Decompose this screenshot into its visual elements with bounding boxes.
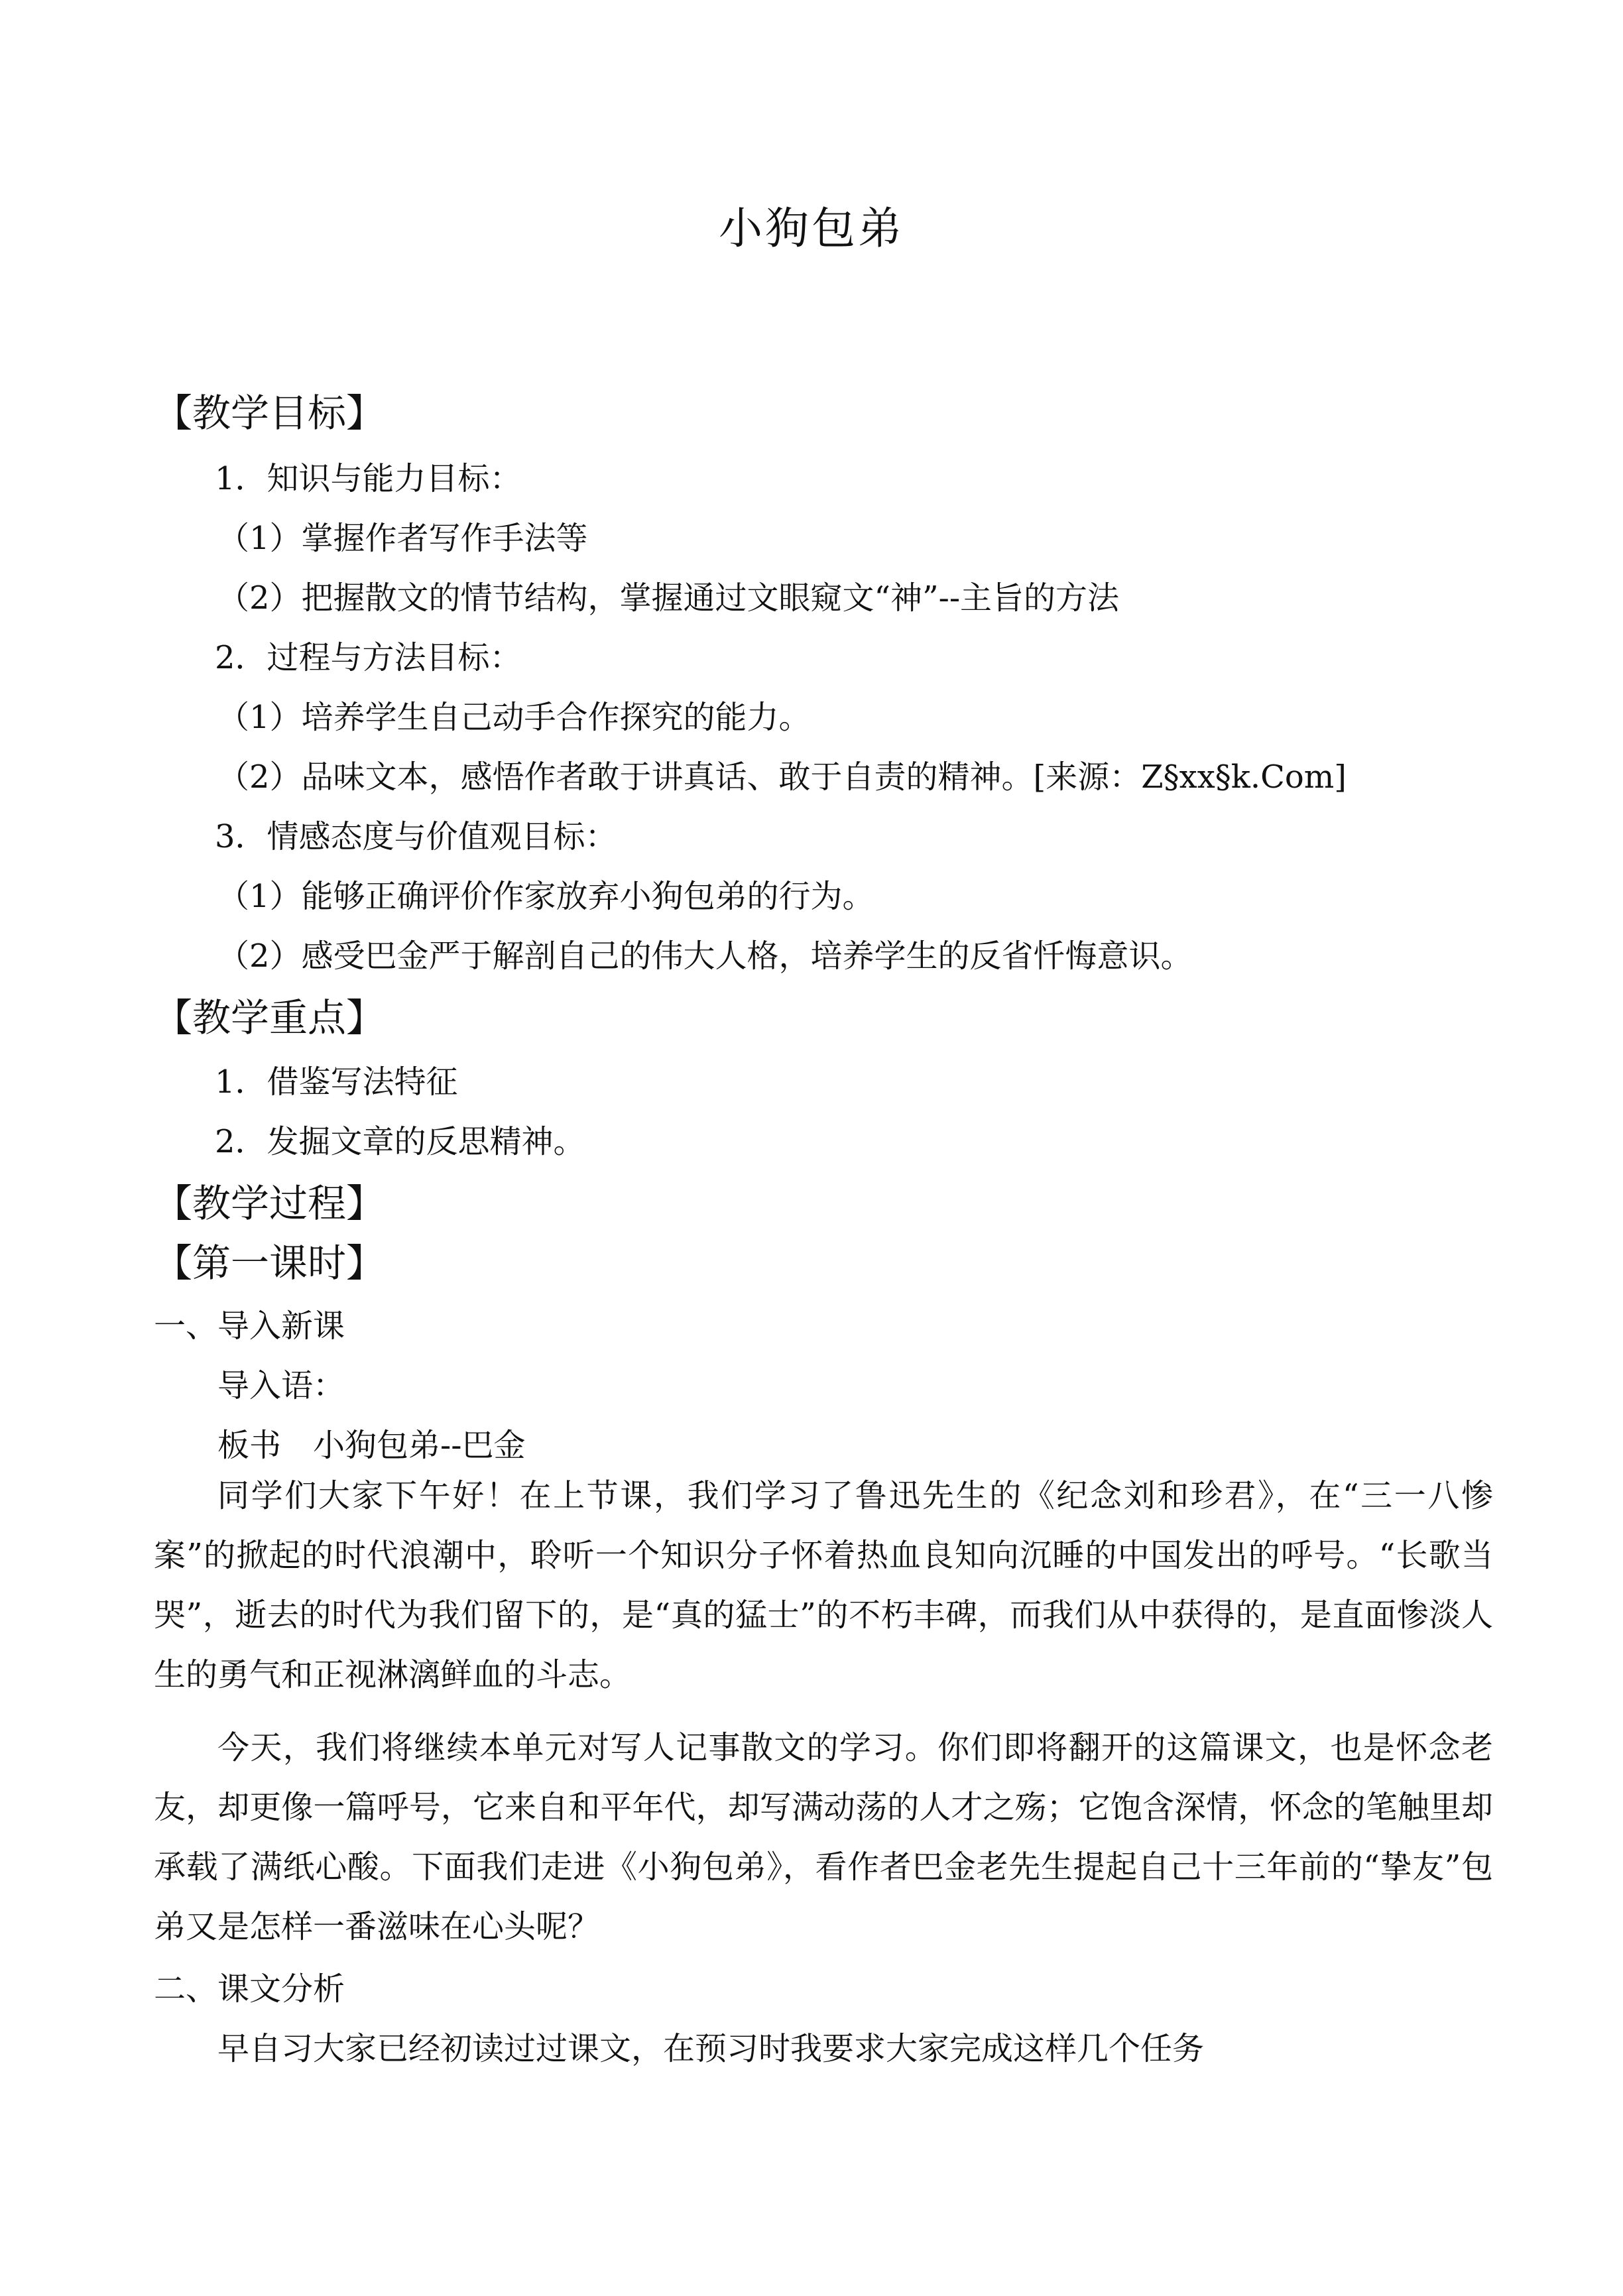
goal-item-2a: （1）培养学生自己动手合作探究的能力。: [217, 699, 811, 736]
section-intro-new-lesson: 一、导入新课: [154, 1307, 345, 1345]
document-title: 小狗包弟: [719, 203, 904, 254]
goal-item-2b: （2）品味文本，感悟作者敢于讲真话、敢于自责的精神。[来源：Z§xx§k.Com]: [217, 758, 1347, 796]
blackboard-note: 板书 小狗包弟--巴金: [217, 1427, 526, 1464]
goal-item-1a: （1）掌握作者写作手法等: [217, 520, 588, 557]
key-point-1: 1．借鉴写法特征: [215, 1063, 458, 1101]
section-text-analysis: 二、课文分析: [154, 1970, 345, 2008]
heading-first-lesson: 【第一课时】: [154, 1240, 385, 1286]
goal-item-3a: （1）能够正确评价作家放弃小狗包弟的行为。: [217, 878, 874, 915]
intro-label: 导入语：: [217, 1367, 345, 1404]
paragraph-analysis-1: 早自习大家已经初读过过课文，在预习时我要求大家完成这样几个任务: [217, 2030, 1205, 2067]
goal-item-3b: （2）感受巴金严于解剖自己的伟大人格，培养学生的反省忏悔意识。: [217, 937, 1193, 975]
heading-teaching-key-points: 【教学重点】: [154, 995, 385, 1040]
heading-teaching-goals: 【教学目标】: [154, 391, 385, 436]
goal-item-3: 3．情感态度与价值观目标：: [215, 818, 617, 855]
heading-teaching-process: 【教学过程】: [154, 1181, 385, 1226]
goal-item-1: 1．知识与能力目标：: [215, 460, 522, 497]
goal-item-1b: （2）把握散文的情节结构，掌握通过文眼窥文“神”--主旨的方法: [217, 579, 1120, 617]
key-point-2: 2．发掘文章的反思精神。: [215, 1123, 585, 1160]
paragraph-intro-1: 同学们大家下午好！在上节课，我们学习了鲁迅先生的《纪念刘和珍君》，在“三一八惨案”的掀起的时代浪潮中，聆听一个知识分子怀着热血良知向沉睡的中国发出的呼号。“长歌当哭”，逝去的时代为我们留下的，是“真的猛士”的不朽丰碑，而我们从中获得的，是直面惨淡人生的勇气和正视淋漓鲜血的斗志。: [154, 1477, 1493, 1693]
goal-item-2: 2．过程与方法目标：: [215, 639, 522, 676]
paragraph-intro-2: 今天，我们将继续本单元对写人记事散文的学习。你们即将翻开的这篇课文，也是怀念老友，却更像一篇呼号，它来自和平年代，却写满动荡的人才之殇；它饱含深情，怀念的笔触里却承载了满纸心酸。下面我们走进《小狗包弟》，看作者巴金老先生提起自己十三年前的“挚友”包弟又是怎样一番滋味在心头呢？: [154, 1729, 1493, 1945]
